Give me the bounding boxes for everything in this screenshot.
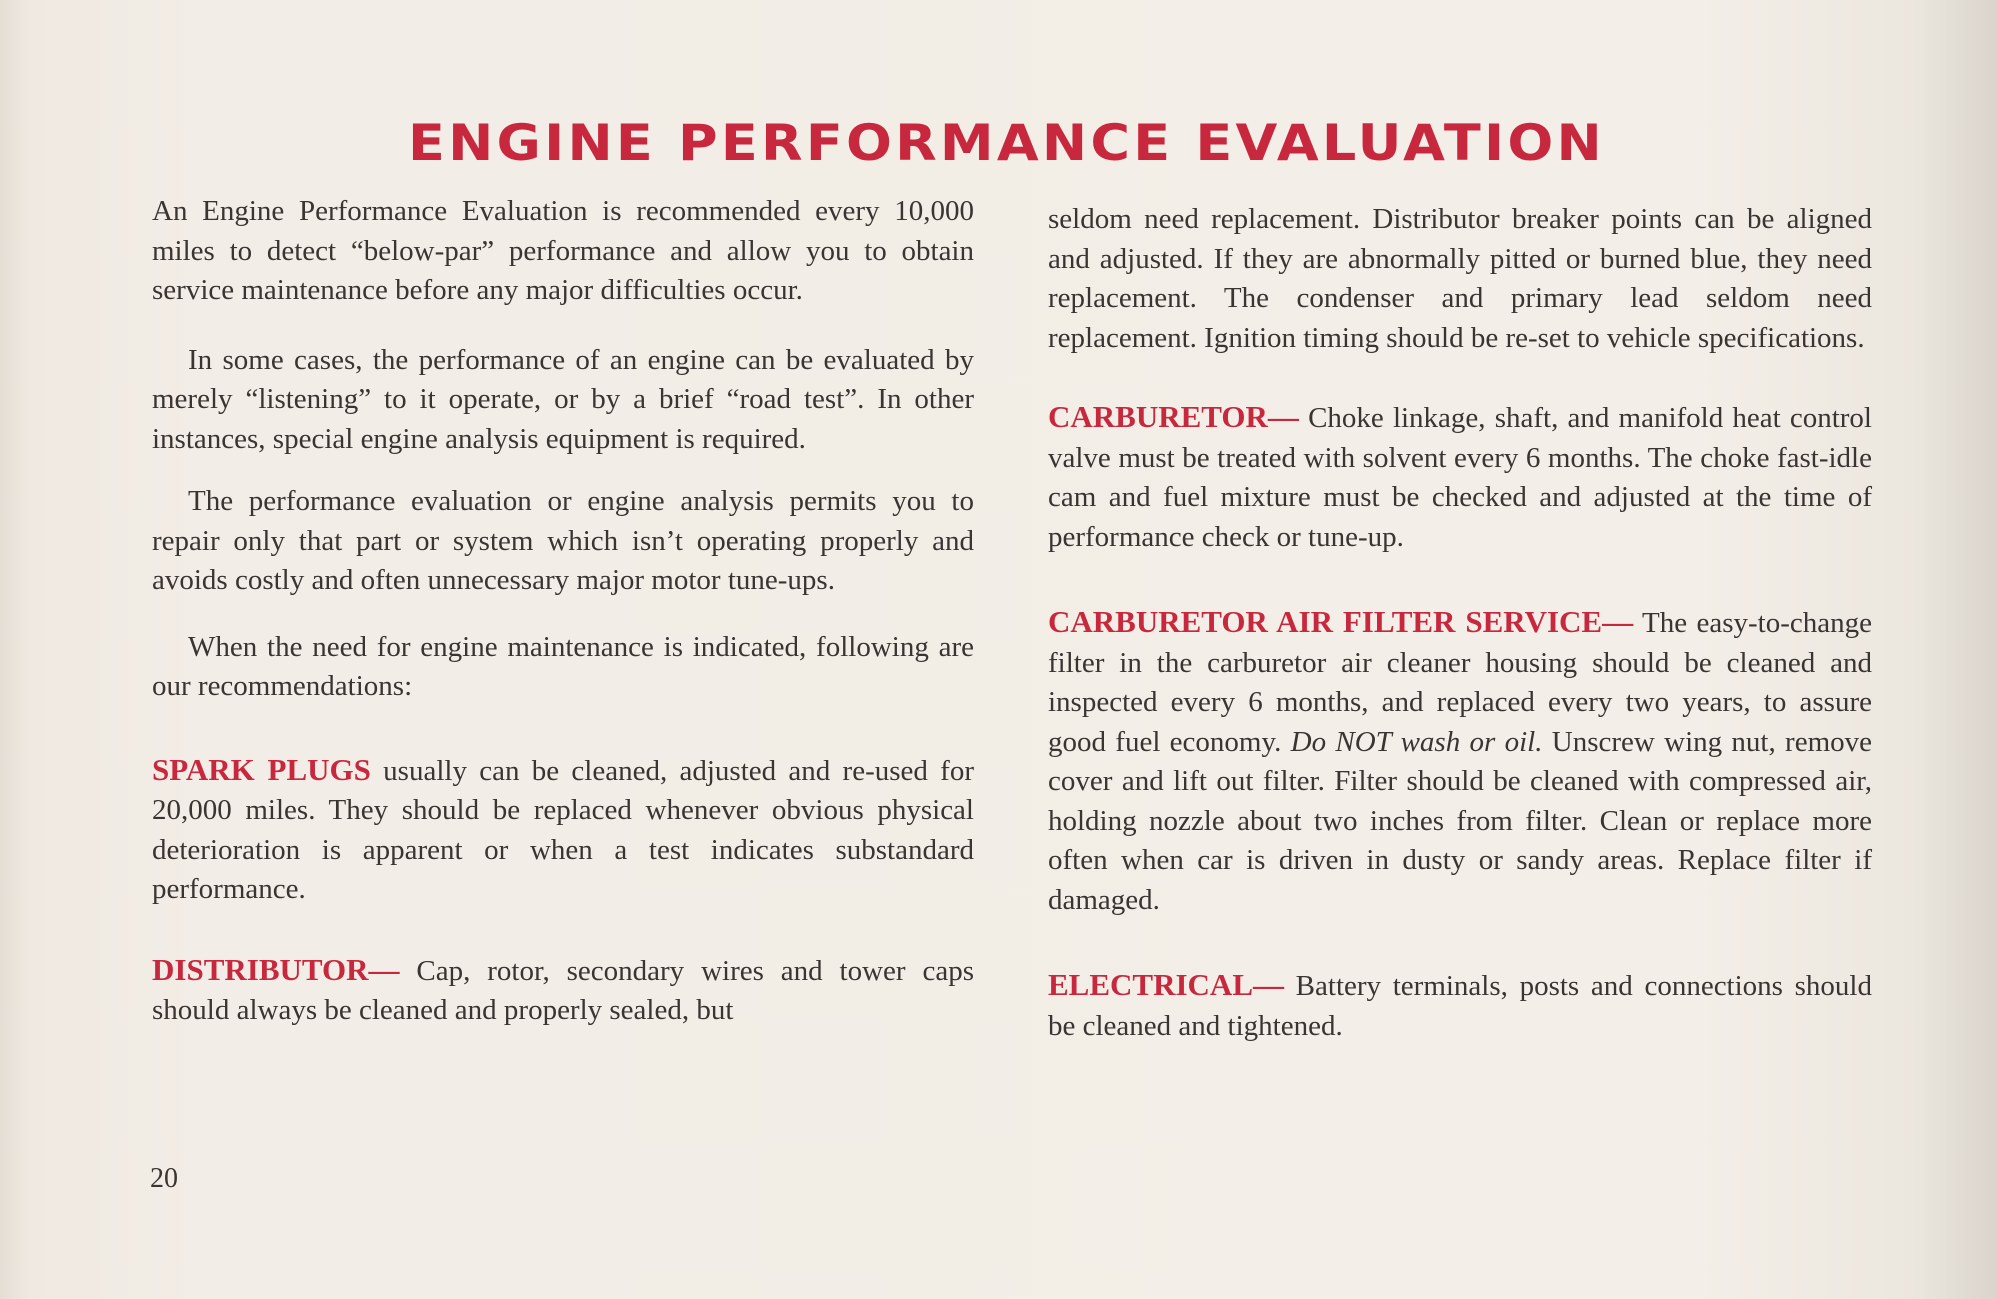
air-filter-section [1048, 602, 1872, 920]
intro-paragraph-3: The performance evaluation or engine analysis permits you to repair only that part or system which isn’t operating properly and avoids costly and often unnecessary major motor tune-ups. [152, 485, 974, 596]
carburetor-heading: CARBURETOR— [1048, 399, 1299, 434]
electrical-heading: ELECTRICAL— [1048, 967, 1284, 1002]
air-filter-text-2: Unscrew wing nut, remove cover and lift out filter. Filter should be cleaned with compressed air, holding nozzle about two inches from filter. Clean or replace more often when car is driven in dusty or sandy areas. Replace filter if damaged. [1048, 725, 1872, 916]
spark-plugs-section [152, 750, 974, 910]
air-filter-text-1: The easy-to-change filter in the carburetor air cleaner housing should be cleaned and inspected every 6 months, and replaced every two years, to assure good fuel economy. [1048, 607, 1873, 758]
spark-plugs-text: usually can be cleaned, adjusted and re-used for 20,000 miles. They should be replaced whenever obvious physical deterioration is apparent or when a test indicates substandard performance. [152, 754, 974, 905]
left-column [152, 192, 974, 1031]
distributor-continued: seldom need replacement. Distributor breaker points can be aligned and adjusted. If they are abnormally pitted or burned blue, they need replacement. The condenser and primary lead seldom need replacement. Ignition timing should be re-set to vehicle specifications. [1048, 203, 1872, 354]
air-filter-emphasis: Do NOT wash or oil. [1290, 725, 1543, 758]
intro-paragraph-2: In some cases, the performance of an engine can be evaluated by merely “listening” to it operate, or by a brief “road test”. In other instances, special engine analysis equipment is required. [152, 343, 974, 455]
page-edge-shadow [1920, 0, 1997, 1299]
distributor-text: Cap, rotor, secondary wires and tower caps should always be cleaned and properly sealed, but [152, 954, 974, 1026]
intro-paragraph-1: An Engine Performance Evaluation is recommended every 10,000 miles to detect “below-par” performance and allow you to obtain service maintenance before any major difficulties occur. [152, 195, 974, 306]
right-column [1048, 200, 1872, 1046]
page-number: 20 [150, 1163, 178, 1194]
electrical-section [1048, 965, 1872, 1046]
electrical-text: Battery terminals, posts and connections should be cleaned and tightened. [1048, 970, 1872, 1042]
page-title: ENGINE PERFORMANCE EVALUATION [408, 114, 1605, 172]
distributor-heading: DISTRIBUTOR— [152, 951, 400, 987]
distributor-section [152, 950, 974, 1031]
intro-paragraph-4: When the need for engine maintenance is indicated, following are our recommendations: [152, 630, 974, 702]
carburetor-section [1048, 397, 1872, 557]
air-filter-heading: CARBURETOR AIR FILTER SERVICE— [1048, 604, 1634, 639]
spark-plugs-heading: SPARK PLUGS [152, 751, 371, 787]
carburetor-text: Choke linkage, shaft, and manifold heat control valve must be treated with solvent every 6 months. The choke fast-idle cam and fuel mixture must be checked and adjusted at the time of performance check or tune-up. [1048, 402, 1872, 553]
